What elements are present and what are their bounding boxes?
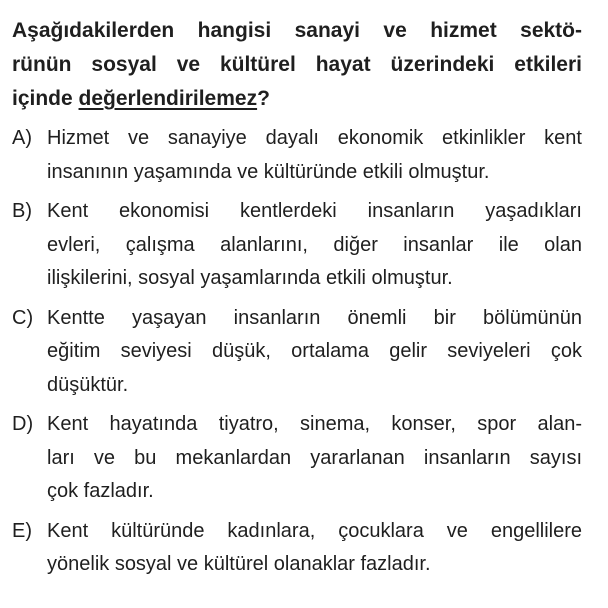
option-e[interactable] <box>12 515 582 582</box>
option-e-line-1: Kent kültüründe kadınlara, çocuklara ve engellilere <box>47 519 582 542</box>
question-line-1: Aşağıdakilerden hangisi sanayi ve hizmet sektö- <box>12 19 582 42</box>
option-b-text <box>47 195 582 296</box>
option-a-text <box>47 122 582 189</box>
question-line-2: rünün sosyal ve kültürel hayat üzerindeki etkileri <box>12 53 582 76</box>
question-line-3-prefix: içinde <box>12 87 79 110</box>
question-mark: ? <box>257 87 270 110</box>
option-b-line-3: ilişkilerini, sosyal yaşamlarında etkili olmuştur. <box>47 267 453 289</box>
question-stem <box>12 14 582 116</box>
option-d-text <box>47 408 582 509</box>
option-c-line-1: Kentte yaşayan insanların önemli bir bölümünün <box>47 306 582 329</box>
option-a-line-2: insanının yaşamında ve kültüründe etkili olmuştur. <box>47 160 490 183</box>
option-a-line-1: Hizmet ve sanayiye dayalı ekonomik etkinlikler kent <box>47 127 582 149</box>
option-e-text <box>47 515 582 582</box>
option-c[interactable] <box>12 302 582 403</box>
option-d[interactable] <box>12 408 582 509</box>
option-a-letter: A) <box>12 127 32 149</box>
option-c-letter: C) <box>12 306 34 329</box>
option-b-line-2: evleri, çalışma alanlarını, diğer insanlar ile olan <box>47 233 582 256</box>
option-d-line-1: Kent hayatında tiyatro, sinema, konser, spor alan- <box>47 413 582 435</box>
answer-options <box>12 122 582 588</box>
option-c-text <box>47 302 582 403</box>
option-b-line-1: Kent ekonomisi kentlerdeki insanların yaşadıkları <box>47 200 582 222</box>
question-keyword-underlined: değerlendirilemez <box>78 87 258 110</box>
option-c-line-2: eğitim seviyesi düşük, ortalama gelir seviyeleri çok <box>47 340 582 362</box>
option-d-line-3: çok fazladır. <box>47 480 154 502</box>
option-e-letter: E) <box>12 519 32 542</box>
option-b[interactable] <box>12 195 582 296</box>
question-line-3 <box>12 82 582 116</box>
option-a[interactable] <box>12 122 582 189</box>
option-b-letter: B) <box>12 200 32 222</box>
option-d-line-2: ları ve bu mekanlardan yararlanan insanların sayısı <box>47 446 582 469</box>
option-c-line-3: düşüktür. <box>47 373 129 396</box>
option-e-line-2: yönelik sosyal ve kültürel olanaklar fazladır. <box>47 553 431 575</box>
option-d-letter: D) <box>12 413 34 435</box>
